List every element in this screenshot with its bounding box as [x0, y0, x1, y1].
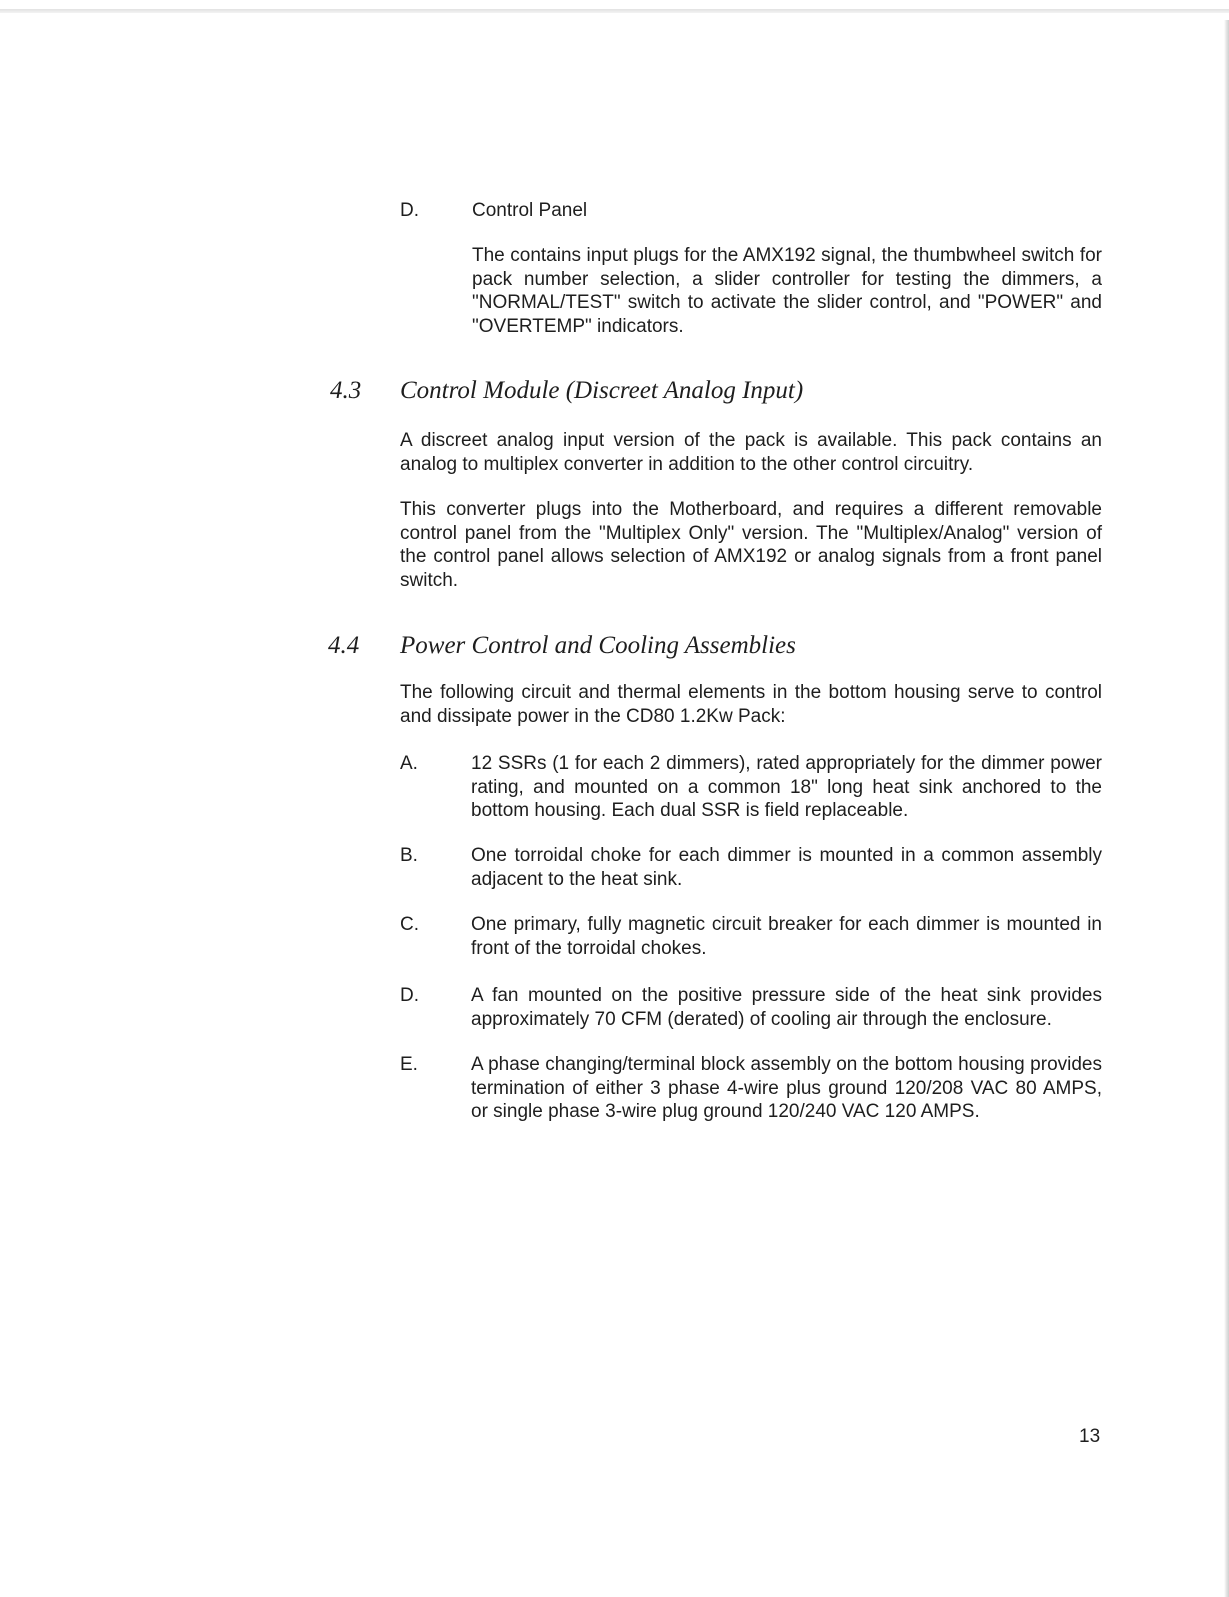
section-4-3-number: 4.3 [330, 377, 362, 404]
section-4-4-intro: The following circuit and thermal elements in the bottom housing serve to control and dissipate power in the CD80 1.2Kw Pack: [400, 682, 1102, 727]
list-item-text: A fan mounted on the positive pressure side of the heat sink provides approximately 70 CFM (derated) of cooling air through the enclosure. [471, 985, 1102, 1030]
section-4-4-number: 4.4 [328, 632, 360, 659]
list-item-text: One torroidal choke for each dimmer is mounted in a common assembly adjacent to the heat sink. [471, 845, 1102, 890]
list-item-text: One primary, fully magnetic circuit breaker for each dimmer is mounted in front of the torroidal chokes. [471, 914, 1102, 959]
scan-top-edge [0, 9, 1229, 13]
list-item-text: A phase changing/terminal block assembly on the bottom housing provides termination of either 3 phase 4-wire plus ground 120/208 VAC 80 AMPS, or single phase 3-wire plug ground 120/240 VAC 120 AMPS. [471, 1054, 1102, 1122]
section-4-3-para-2: This converter plugs into the Motherboard, and requires a different removable control panel from the "Multiplex Only" version. The "Multiplex/Analog" version of the control panel allows selection of AMX192 or analog signals from a front panel switch. [400, 499, 1102, 591]
page-number: 13 [1079, 1426, 1101, 1447]
list-item-label: E. [400, 1054, 418, 1075]
subsection-d-title: Control Panel [472, 200, 588, 221]
section-4-3-title: Control Module (Discreet Analog Input) [400, 377, 804, 404]
list-item-label: A. [400, 753, 418, 774]
subsection-d-label: D. [400, 200, 419, 221]
list-item-label: B. [400, 845, 418, 866]
section-4-4-title: Power Control and Cooling Assemblies [400, 632, 796, 659]
list-item-label: D. [400, 985, 419, 1006]
list-item-text: 12 SSRs (1 for each 2 dimmers), rated appropriately for the dimmer power rating, and mounted on a common 18" long heat sink anchored to the bottom housing. Each dual SSR is field replaceable. [471, 753, 1102, 821]
list-item-label: C. [400, 914, 419, 935]
section-4-3-para-1: A discreet analog input version of the pack is available. This pack contains an analog to multiplex converter in addition to the other control circuitry. [400, 430, 1102, 475]
subsection-d-body: The contains input plugs for the AMX192 signal, the thumbwheel switch for pack number selection, a slider controller for testing the dimmers, a "NORMAL/TEST" switch to activate the slider control, and "POWER" and "OVERTEMP" indicators. [472, 245, 1102, 337]
scan-right-edge [1224, 20, 1229, 1597]
